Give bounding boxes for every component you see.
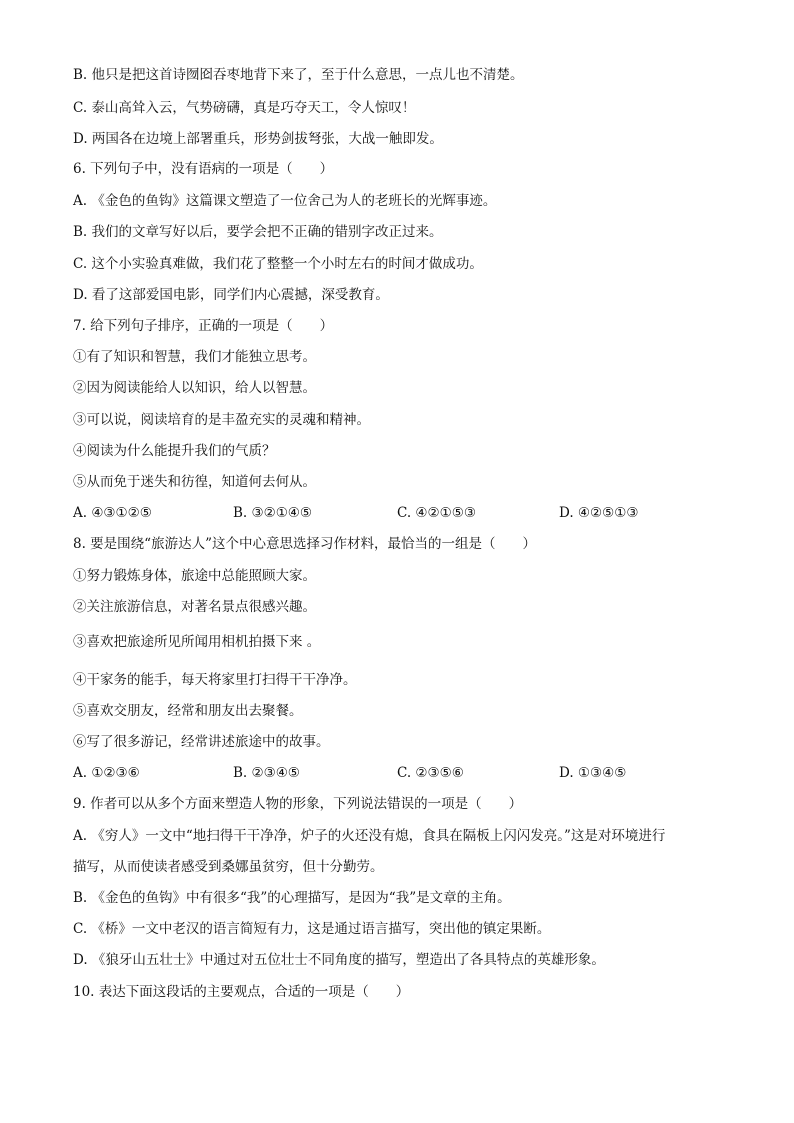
line-q6-option-d: D. 看了这部爱国电影，同学们内心震撼，深受教育。: [73, 287, 389, 303]
line-q5-option-b: B. 他只是把这首诗囫囵吞枣地背下来了，至于什么意思，一点儿也不清楚。: [73, 67, 524, 83]
line-q9-option-c: C. 《桥》一文中老汉的语言简短有力，这是通过语言描写，突出他的镇定果断。: [73, 921, 551, 937]
line-q5-option-c: C. 泰山高耸入云，气势磅礴，真是巧夺天工，令人惊叹！: [73, 100, 416, 116]
q7-option-c: C. ④②①⑤③: [397, 505, 476, 521]
line-q6-option-c: C. 这个小实验真难做，我们花了整整一个小时左右的时间才做成功。: [73, 256, 483, 272]
q8-item-1: ①努力锻炼身体，旅途中总能照顾大家。: [73, 568, 316, 584]
q8-item-5: ⑤喜欢交朋友，经常和朋友出去聚餐。: [73, 703, 303, 719]
q8-option-c: C. ②③⑤⑥: [397, 765, 464, 781]
q7-option-a: A. ④③①②⑤: [73, 505, 152, 521]
line-q9-option-d: D. 《狼牙山五壮士》中通过对五位壮士不同角度的描写，塑造出了各具特点的英雄形象。: [73, 952, 605, 968]
q8-option-a: A. ①②③⑥: [73, 765, 140, 781]
q7-option-b: B. ③②①④⑤: [233, 505, 313, 521]
line-q9-option-a-cont: 描写，从而使读者感受到桑娜虽贫穷，但十分勤劳。: [73, 859, 384, 875]
question-10-stem: 10. 表达下面这段话的主要观点，合适的一项是（ ）: [73, 984, 410, 1000]
q7-sentence-1: ①有了知识和智慧，我们才能独立思考。: [73, 349, 316, 365]
question-9-stem: 9. 作者可以从多个方面来塑造人物的形象，下列说法错误的一项是（ ）: [73, 796, 523, 812]
q8-item-4: ④干家务的能手，每天将家里打扫得干干净净。: [73, 672, 357, 688]
q7-options-row: [73, 504, 733, 522]
line-q9-option-b: B. 《金色的鱼钩》中有很多“我”的心理描写，是因为“我”是文章的主角。: [73, 890, 511, 906]
q7-option-d: D. ④②⑤①③: [559, 505, 639, 521]
q7-sentence-3: ③可以说，阅读培育的是丰盈充实的灵魂和精神。: [73, 412, 370, 428]
line-q9-option-a: A. 《穷人》一文中“地扫得干干净净，炉子的火还没有熄，食具在隔板上闪闪发亮。”这是对环境进行: [73, 828, 666, 844]
q8-item-3: ③喜欢把旅途所见所闻用相机拍摄下来 。: [73, 634, 321, 650]
q7-sentence-4: ④阅读为什么能提升我们的气质？: [73, 443, 276, 459]
question-8-stem: 8. 要是围绕“旅游达人”这个中心意思选择习作材料，最恰当的一组是（ ）: [73, 536, 536, 552]
q8-option-d: D. ①③④⑤: [559, 765, 627, 781]
q7-sentence-2: ②因为阅读能给人以知识，给人以智慧。: [73, 380, 316, 396]
q8-item-6: ⑥写了很多游记，经常讲述旅途中的故事。: [73, 734, 330, 750]
question-7-stem: 7. 给下列句子排序，正确的一项是（ ）: [73, 318, 334, 334]
q8-item-2: ②关注旅游信息，对著名景点很感兴趣。: [73, 599, 316, 615]
q8-option-b: B. ②③④⑤: [233, 765, 300, 781]
q8-options-row: [73, 764, 733, 782]
line-q6-option-a: A. 《金色的鱼钩》这篇课文塑造了一位舍己为人的老班长的光辉事迹。: [73, 193, 497, 209]
q7-sentence-5: ⑤从而免于迷失和彷徨，知道何去何从。: [73, 474, 316, 490]
line-q5-option-d: D. 两国各在边境上部署重兵，形势剑拔弩张，大战一触即发。: [73, 131, 443, 147]
line-q6-option-b: B. 我们的文章写好以后，要学会把不正确的错别字改正过来。: [73, 224, 443, 240]
question-6-stem: 6. 下列句子中，没有语病的一项是（ ）: [73, 161, 334, 177]
